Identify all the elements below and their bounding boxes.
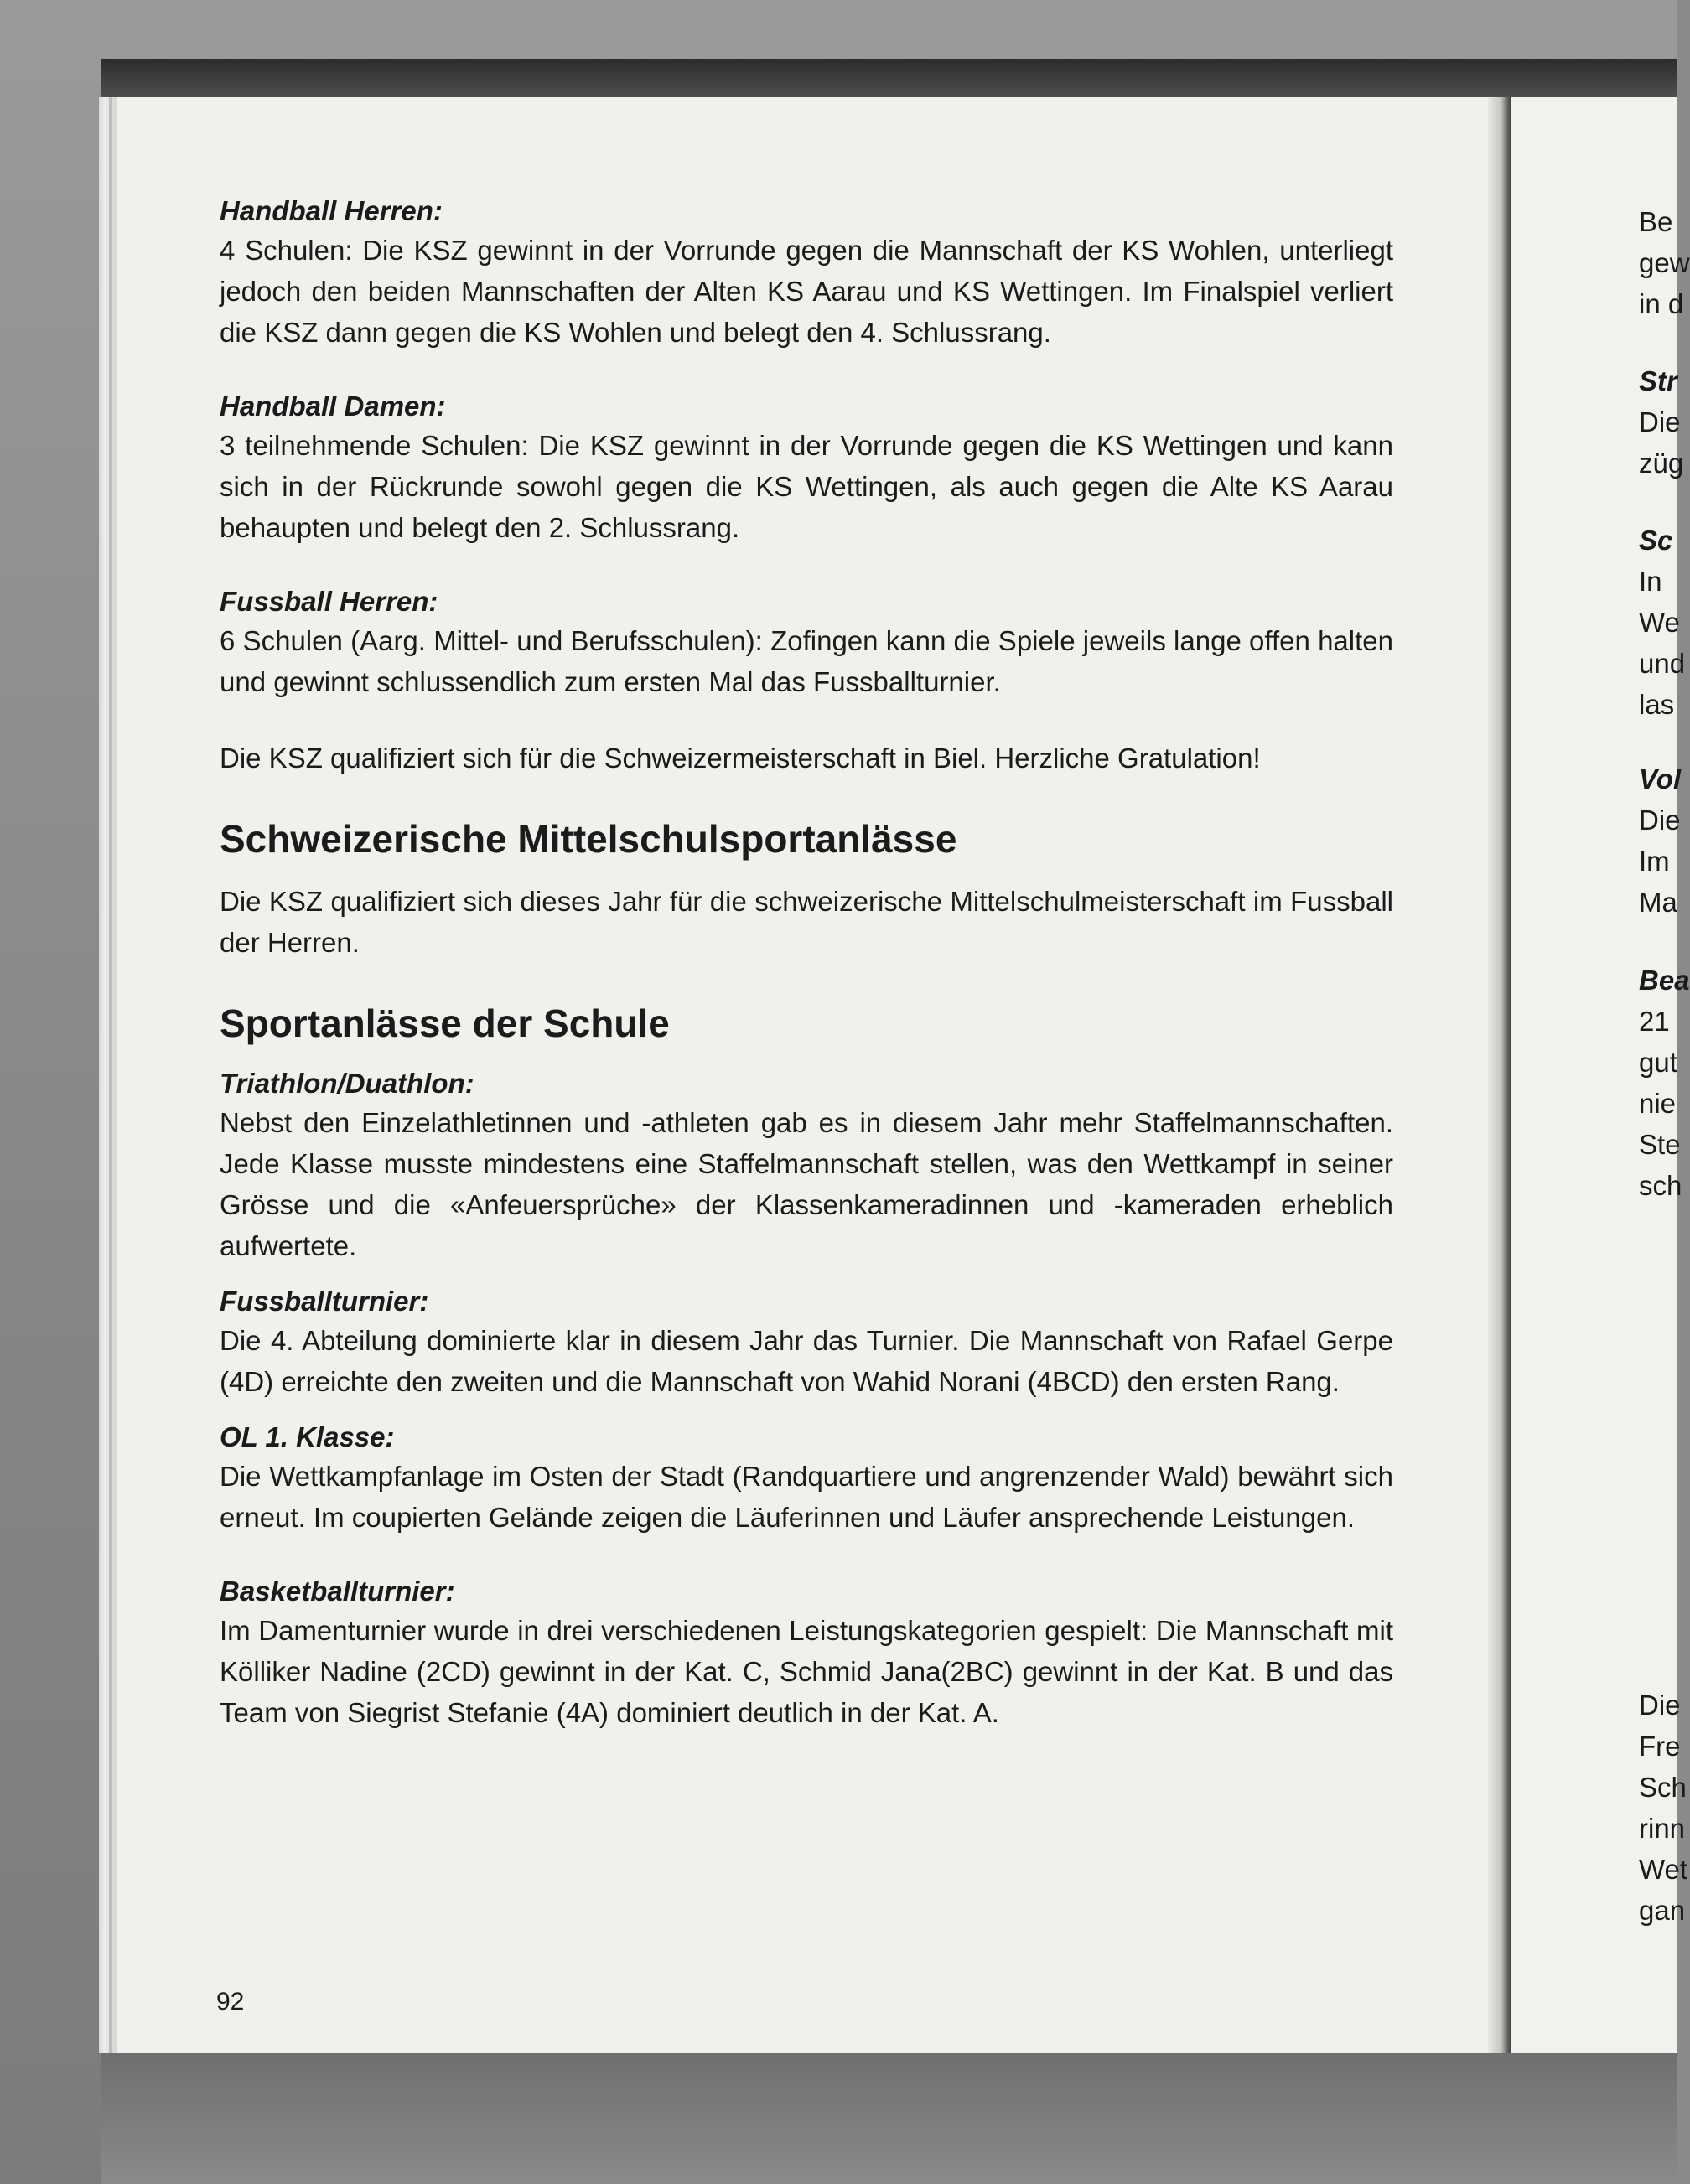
text-handball-damen: 3 teilnehmende Schulen: Die KSZ gewinnt in der Vorrunde gegen die KS Wettingen und kann sich in der Rückrunde sowohl gegen die KS Wettingen, als auch gegen die Alte KS Aarau behaupten und belegt den 2. Schlussrang. [220, 430, 1393, 543]
text-swiss-sports-events: Die KSZ qualifiziert sich dieses Jahr für die schweizerische Mittelschulmeisterschaft im Fussball der Herren. [220, 886, 1393, 958]
subhead-handball-damen: Handball Damen: [220, 391, 446, 422]
text-fussball-herren: 6 Schulen (Aarg. Mittel- und Berufsschulen): Zofingen kann die Spiele jeweils lange offen halten und gewinnt schlussendlich zum ersten Mal das Fussballturnier. [220, 625, 1393, 697]
right-page-block-2: Str Die züg [1639, 365, 1684, 479]
text-basketballturnier: Im Damenturnier wurde in drei verschiedenen Leistungskategorien gespielt: Die Mannschaft mit Kölliker Nadine (2CD) gewinnt in der Kat. C, Schmid Jana(2BC) gewinnt in der Kat. B und das Team von Siegrist Stefanie (4A) dominiert deutlich in der Kat. A. [220, 1615, 1393, 1728]
qualification-text: Die KSZ qualifiziert sich für die Schweizermeisterschaft in Biel. Herzliche Gratulation! [220, 743, 1261, 774]
right-page-block-3: Sc In We und las [1639, 525, 1686, 720]
subhead-fussball-herren: Fussball Herren: [220, 586, 438, 617]
right-page-block-1: Be gew in d [1639, 206, 1690, 319]
page-number: 92 [216, 1988, 245, 2016]
subhead-basketballturnier: Basketballturnier: [220, 1576, 455, 1607]
right-page-block-5: Bea 21 gut nie Ste sch [1639, 965, 1690, 1201]
heading-school-sports-events: Sportanlässe der Schule [220, 1001, 670, 1045]
subhead-triathlon: Triathlon/Duathlon: [220, 1068, 474, 1099]
page-edge-stack [99, 97, 117, 2053]
subhead-handball-herren: Handball Herren: [220, 195, 443, 226]
left-page-content [220, 193, 1393, 1733]
text-triathlon: Nebst den Einzelathletinnen und -athleten gab es in diesem Jahr mehr Staffelmannschaften. Jede Klasse musste mindestens eine Staffelmannschaft stellen, was den Wettkampf in seiner Grösse und die «Anfeuersprüche» der Klassenkameradinnen und -kameraden erheblich aufwertete. [220, 1107, 1393, 1261]
book-spine [1488, 97, 1511, 2053]
text-ol-1-klasse: Die Wettkampfanlage im Osten der Stadt (Randquartiere und angrenzender Wald) bewährt sich erneut. Im coupierten Gelände zeigen die Läuferinnen und Läufer ansprechende Leistungen. [220, 1461, 1393, 1533]
right-page-block-4: Vol Die Im Ma [1639, 763, 1682, 918]
scan-bottom-shadow [101, 2053, 1677, 2184]
text-fussballturnier: Die 4. Abteilung dominierte klar in diesem Jahr das Turnier. Die Mannschaft von Rafael Gerpe (4D) erreichte den zweiten und die Mannschaft von Wahid Norani (4BCD) den ersten Rang. [220, 1325, 1393, 1397]
right-page-block-6: Die Fre Sch rinn Wet gan [1639, 1690, 1688, 1926]
heading-swiss-sports-events: Schweizerische Mittelschulsportanlässe [220, 817, 957, 861]
subhead-ol-1-klasse: OL 1. Klasse: [220, 1421, 395, 1452]
subhead-fussballturnier: Fussballturnier: [220, 1286, 429, 1317]
text-handball-herren: 4 Schulen: Die KSZ gewinnt in der Vorrunde gegen die Mannschaft der KS Wohlen, unterliegt jedoch den beiden Mannschaften der Alten KS Aarau und KS Wettingen. Im Finalspiel verliert die KSZ dann gegen die KS Wohlen und belegt den 4. Schlussrang. [220, 235, 1393, 348]
